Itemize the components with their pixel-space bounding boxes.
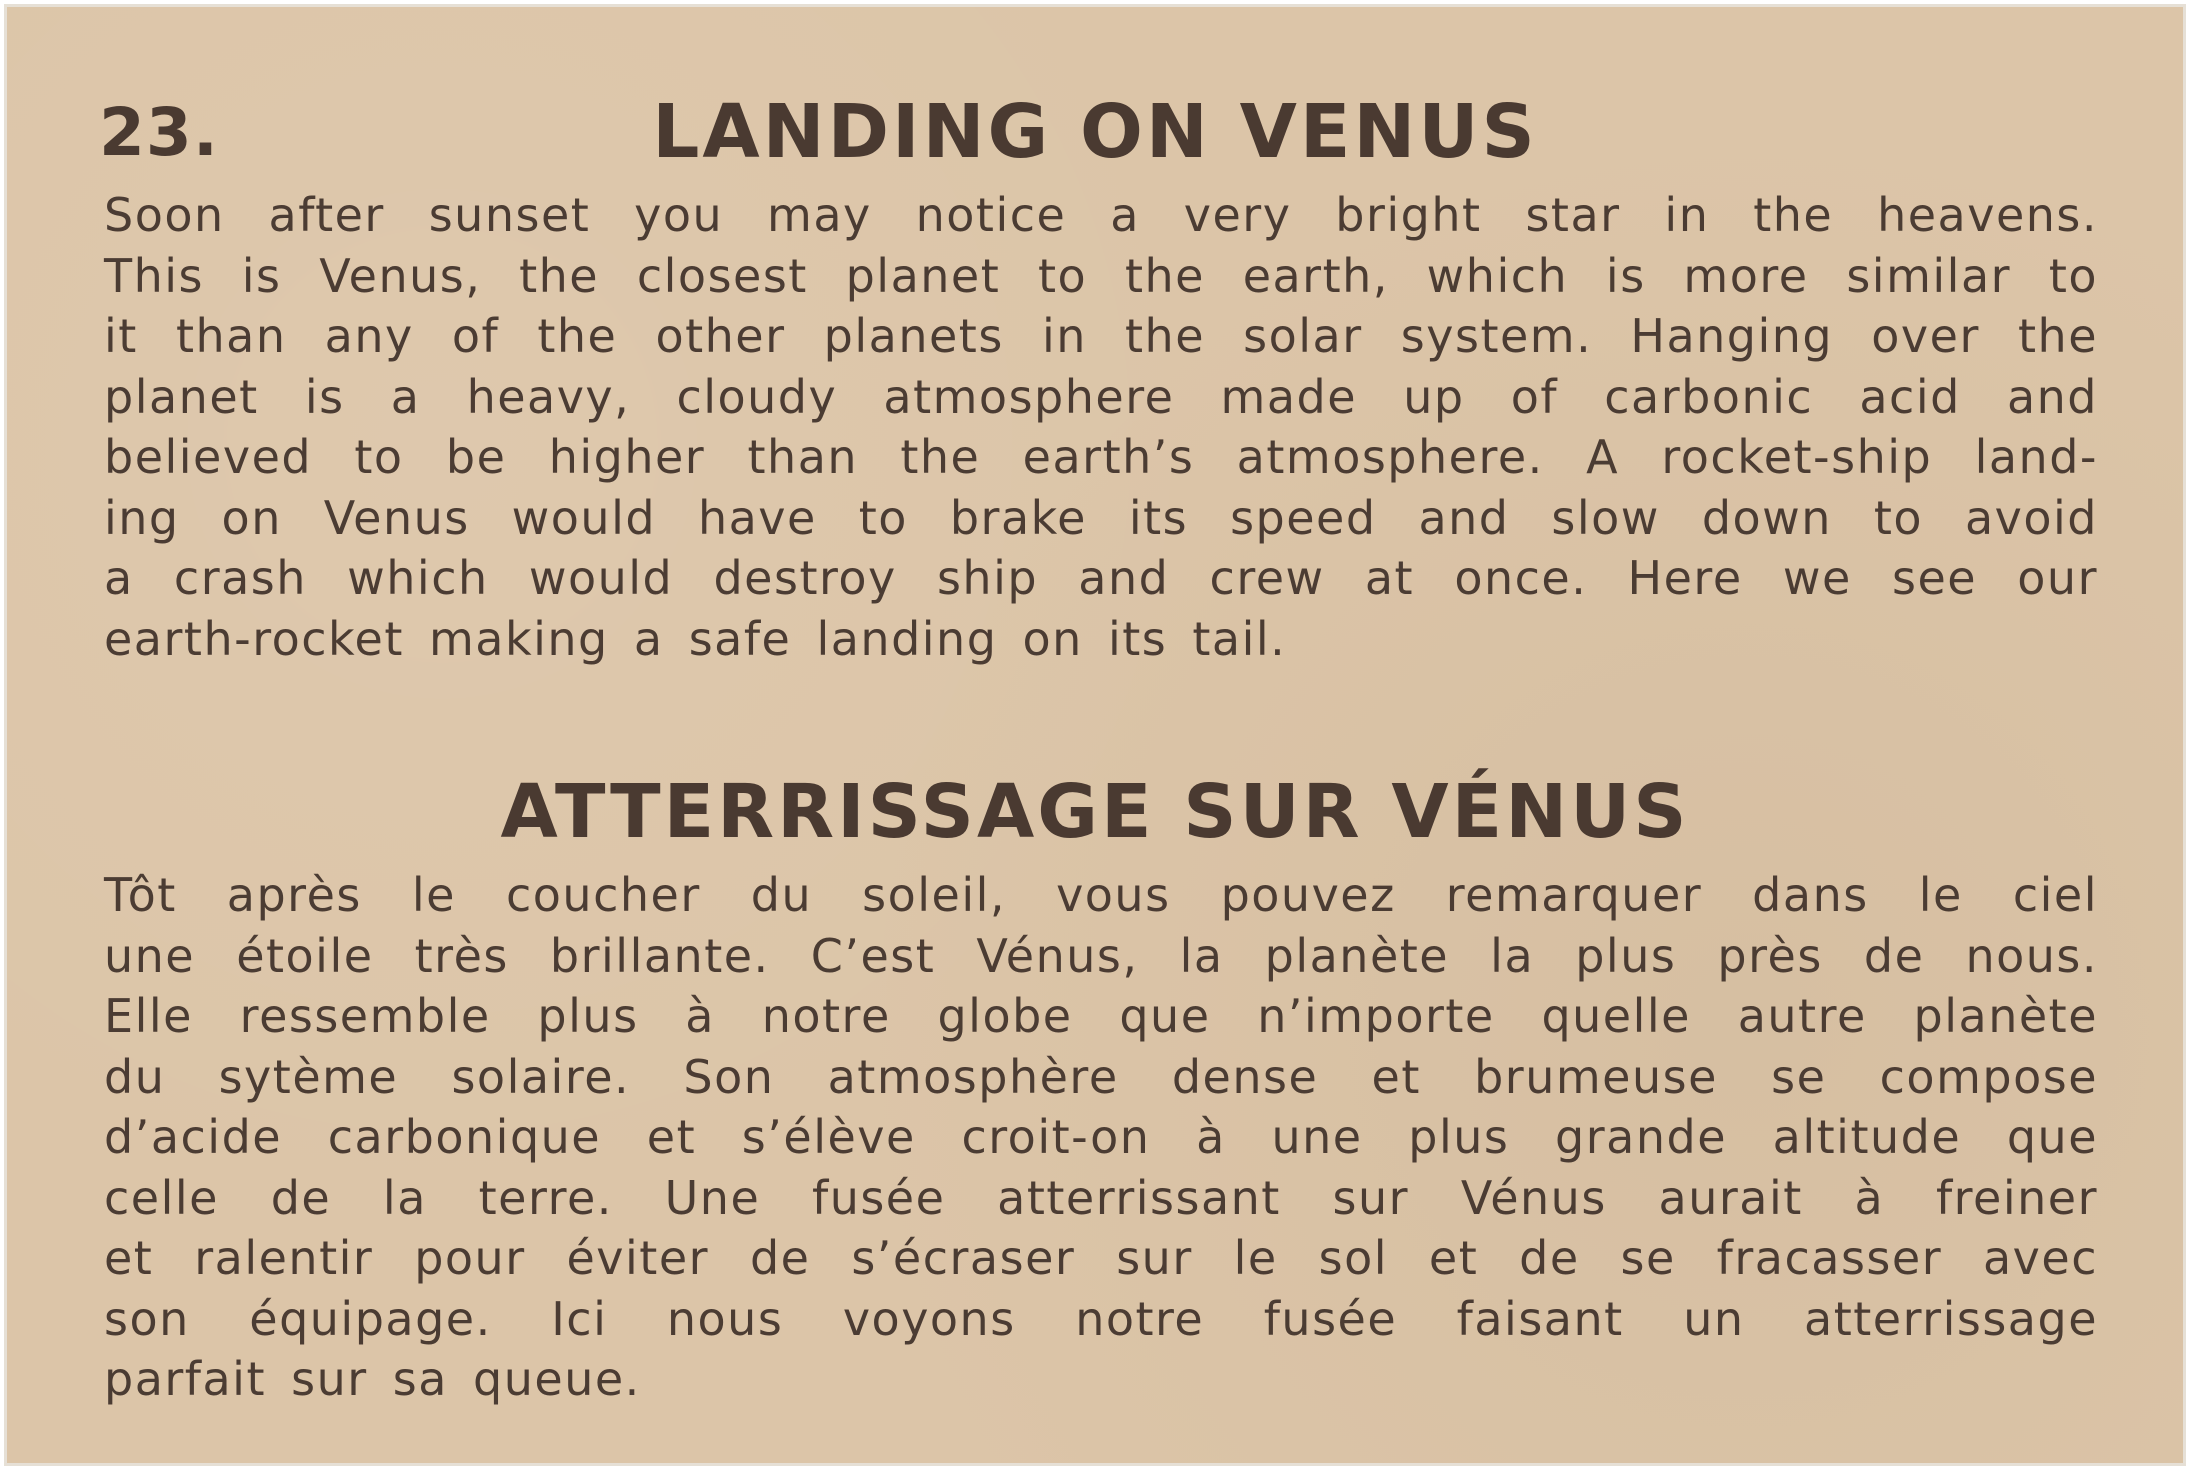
french-description-line: d’acide carbonique et s’élève croit-on à une plus grande altitude que xyxy=(104,1110,2098,1164)
french-description-line: du sytème solaire. Son atmosphère dense et brumeuse se compose xyxy=(104,1049,2098,1104)
english-description-line: This is Venus, the closest planet to the earth, which is more similar to xyxy=(104,248,2098,303)
english-description-line: believed to be higher than the earth’s atmosphere. A rocket-ship land- xyxy=(104,430,2098,484)
english-description-line: a crash which would destroy ship and crew at once. Here we see our xyxy=(104,551,2098,605)
english-description-line: ing on Venus would have to brake its speed and slow down to avoid xyxy=(104,490,2098,545)
french-description-line: celle de la terre. Une fusée atterrissant sur Vénus aurait à freiner xyxy=(104,1170,2098,1225)
french-description-line: une étoile très brillante. C’est Vénus, la planète la plus près de nous. xyxy=(104,928,2098,983)
trading-card xyxy=(4,4,2186,1466)
english-description-line: earth-rocket making a safe landing on its tail. xyxy=(104,611,1287,666)
french-description-line: parfait sur sa queue. xyxy=(104,1352,641,1406)
french-description xyxy=(104,865,2098,1410)
english-description-line: Soon after sunset you may notice a very bright star in the heavens. xyxy=(104,188,2098,242)
french-description-line: et ralentir pour éviter de s’écraser sur le sol et de se fracasser avec xyxy=(104,1231,2098,1285)
english-description-line: it than any of the other planets in the solar system. Hanging over the xyxy=(104,309,2098,363)
card-number: 23. xyxy=(99,94,219,171)
english-description xyxy=(104,185,2098,669)
french-description-line: Elle ressemble plus à notre globe que n’importe quelle autre planète xyxy=(104,989,2098,1043)
french-description-line: son équipage. Ici nous voyons notre fusée faisant un atterrissage xyxy=(104,1291,2098,1346)
english-description-line: planet is a heavy, cloudy atmosphere made up of carbonic acid and xyxy=(104,369,2098,424)
french-title: ATTERRISSAGE SUR VÉNUS xyxy=(500,769,1690,855)
english-title: LANDING ON VENUS xyxy=(652,89,1538,175)
french-description-line: Tôt après le coucher du soleil, vous pouvez remarquer dans le ciel xyxy=(104,868,2098,922)
